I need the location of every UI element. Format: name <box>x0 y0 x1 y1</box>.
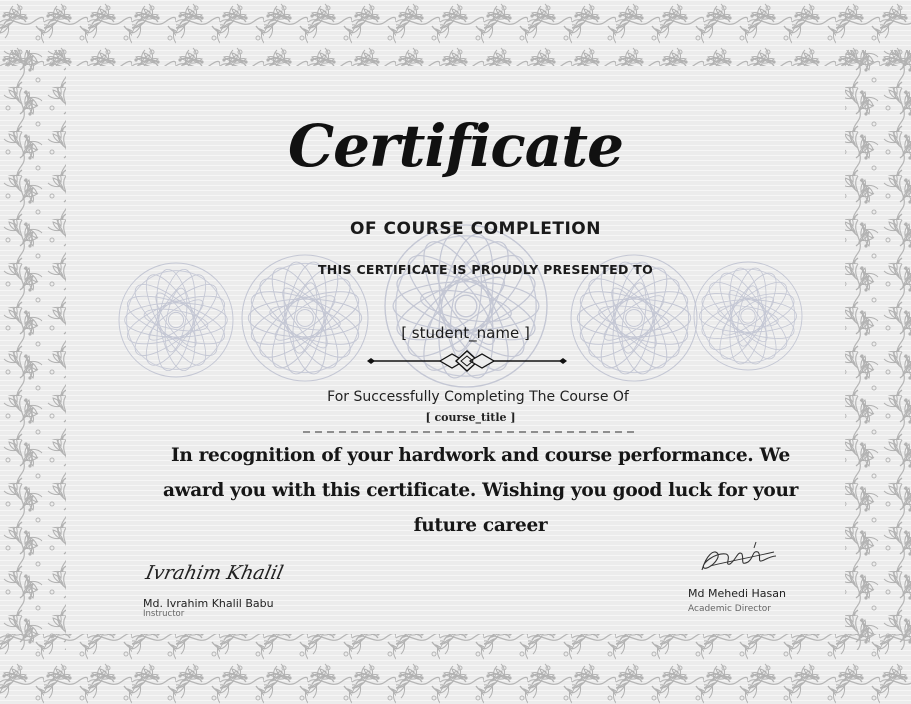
presented-to-label: THIS CERTIFICATE IS PROUDLY PRESENTED TO <box>317 262 654 277</box>
instructor-name: Md. Ivrahim Khalil Babu <box>143 597 274 610</box>
ornamental-divider <box>366 348 568 374</box>
certificate-subtitle: OF COURSE COMPLETION <box>350 219 601 239</box>
course-title-placeholder: [ course_title ] <box>425 411 516 424</box>
director-name: Md Mehedi Hasan <box>688 587 786 600</box>
dashed-rule <box>303 430 639 434</box>
recognition-paragraph: In recognition of your hardwork and course performance. We award you with this certificate. Wishing you good luck for your future career <box>162 445 799 536</box>
student-name-placeholder: [ student_name ] <box>401 324 530 342</box>
certificate-title: Certificate <box>287 112 624 180</box>
director-role: Academic Director <box>688 604 771 614</box>
instructor-signature: Ivrahim Khalil <box>143 562 286 584</box>
director-signature <box>696 540 780 578</box>
completing-text: For Successfully Completing The Course Of <box>327 389 629 405</box>
instructor-role: Instructor <box>143 609 185 619</box>
